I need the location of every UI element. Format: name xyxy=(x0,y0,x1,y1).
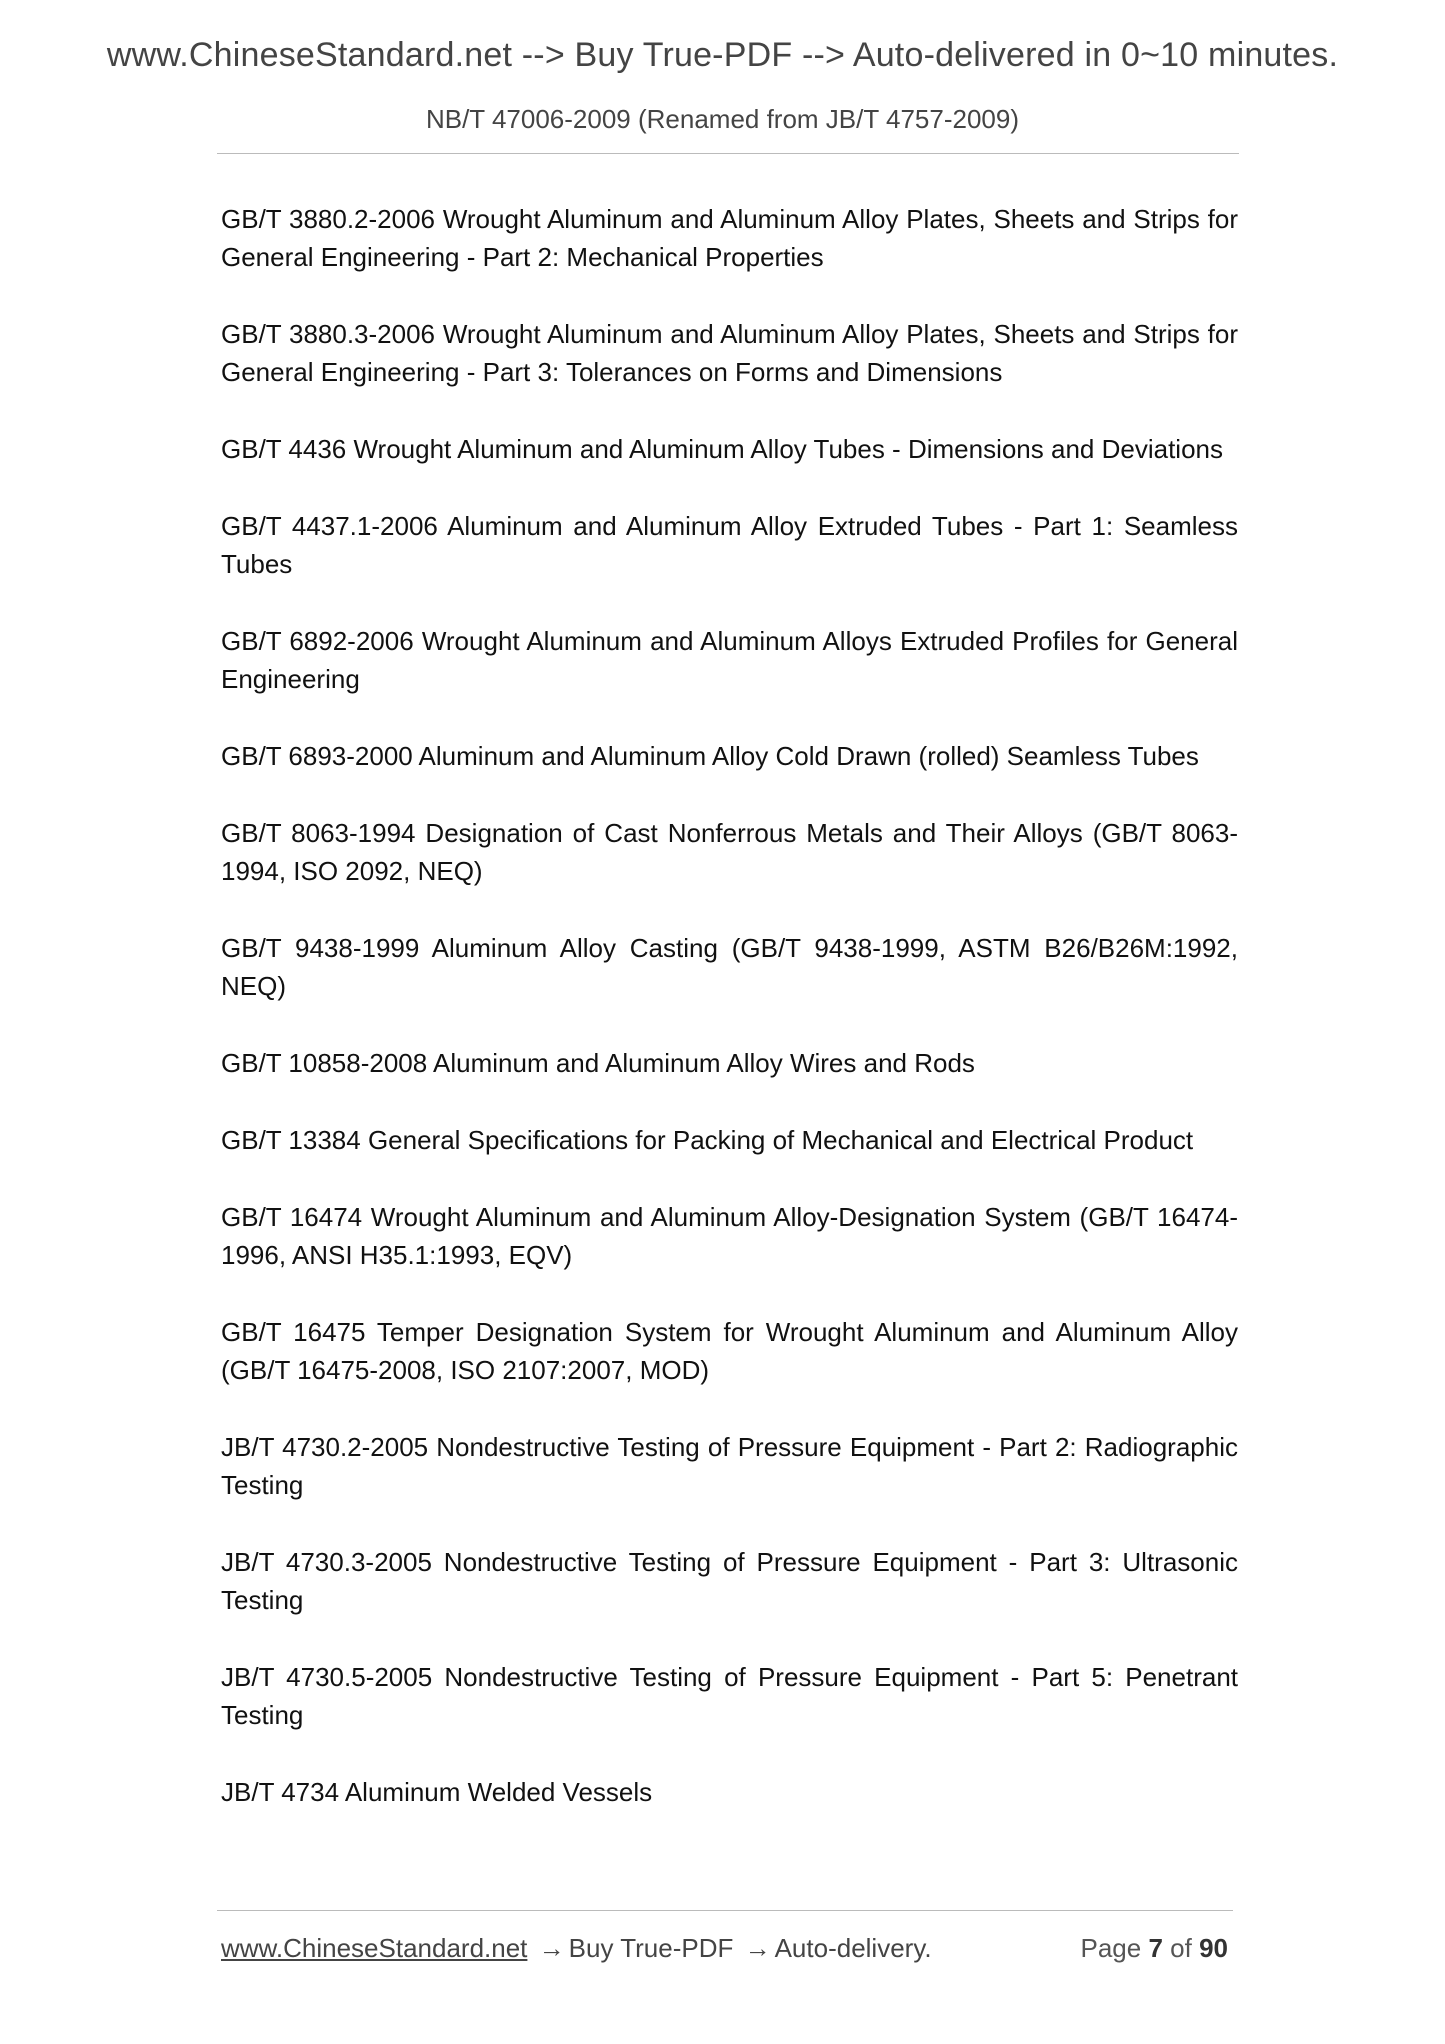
total-pages-number: 90 xyxy=(1199,1933,1228,1963)
footer-promo xyxy=(221,1933,932,1964)
reference-item: GB/T 3880.3-2006 Wrought Aluminum and Aluminum Alloy Plates, Sheets and Strips for General Engineering - Part 3: Tolerances on Forms and Dimensions xyxy=(221,319,1238,387)
page-label: Page xyxy=(1080,1933,1142,1963)
reference-item: GB/T 6893-2000 Aluminum and Aluminum Alloy Cold Drawn (rolled) Seamless Tubes xyxy=(221,741,1199,771)
reference-item: GB/T 9438-1999 Aluminum Alloy Casting (GB/T 9438-1999, ASTM B26/B26M:1992, NEQ) xyxy=(221,933,1238,1001)
reference-item: GB/T 10858-2008 Aluminum and Aluminum Alloy Wires and Rods xyxy=(221,1048,975,1078)
reference-item: GB/T 6892-2006 Wrought Aluminum and Aluminum Alloys Extruded Profiles for General Engineering xyxy=(221,626,1238,694)
top-banner: www.ChineseStandard.net --> Buy True-PDF --> Auto-delivered in 0~10 minutes. xyxy=(106,36,1339,74)
reference-item: GB/T 16475 Temper Designation System for Wrought Aluminum and Aluminum Alloy (GB/T 16475-2008, ISO 2107:2007, MOD) xyxy=(221,1317,1238,1385)
website-link[interactable]: www.ChineseStandard.net xyxy=(221,1933,528,1963)
arrow-right-icon: → xyxy=(744,1933,771,1963)
page-indicator xyxy=(1080,1933,1228,1964)
reference-item: GB/T 13384 General Specifications for Packing of Mechanical and Electrical Product xyxy=(221,1125,1194,1155)
auto-delivery-text: Auto-delivery. xyxy=(774,1933,932,1963)
current-page-number: 7 xyxy=(1148,1933,1163,1963)
reference-item: GB/T 4436 Wrought Aluminum and Aluminum Alloy Tubes - Dimensions and Deviations xyxy=(221,434,1223,464)
reference-item: GB/T 16474 Wrought Aluminum and Aluminum Alloy-Designation System (GB/T 16474-1996, ANSI H35.1:1993, EQV) xyxy=(221,1202,1238,1270)
reference-item: JB/T 4730.2-2005 Nondestructive Testing of Pressure Equipment - Part 2: Radiographic Testing xyxy=(221,1432,1238,1500)
header-divider xyxy=(217,153,1239,154)
buy-pdf-text: Buy True-PDF xyxy=(568,1933,734,1963)
reference-item: JB/T 4730.3-2005 Nondestructive Testing of Pressure Equipment - Part 3: Ultrasonic Testing xyxy=(221,1547,1238,1615)
arrow-right-icon: → xyxy=(538,1933,565,1963)
footer-divider xyxy=(217,1910,1233,1911)
document-subtitle: NB/T 47006-2009 (Renamed from JB/T 4757-2009) xyxy=(425,104,1020,134)
reference-item: GB/T 4437.1-2006 Aluminum and Aluminum Alloy Extruded Tubes - Part 1: Seamless Tubes xyxy=(221,511,1238,579)
normative-references-list xyxy=(221,200,1238,1850)
reference-item: JB/T 4730.5-2005 Nondestructive Testing of Pressure Equipment - Part 5: Penetrant Testing xyxy=(221,1662,1238,1730)
reference-item: JB/T 4734 Aluminum Welded Vessels xyxy=(221,1777,653,1807)
reference-item: GB/T 3880.2-2006 Wrought Aluminum and Aluminum Alloy Plates, Sheets and Strips for General Engineering - Part 2: Mechanical Properties xyxy=(221,204,1238,272)
reference-item: GB/T 8063-1994 Designation of Cast Nonferrous Metals and Their Alloys (GB/T 8063-1994, ISO 2092, NEQ) xyxy=(221,818,1238,886)
of-label: of xyxy=(1170,1933,1192,1963)
